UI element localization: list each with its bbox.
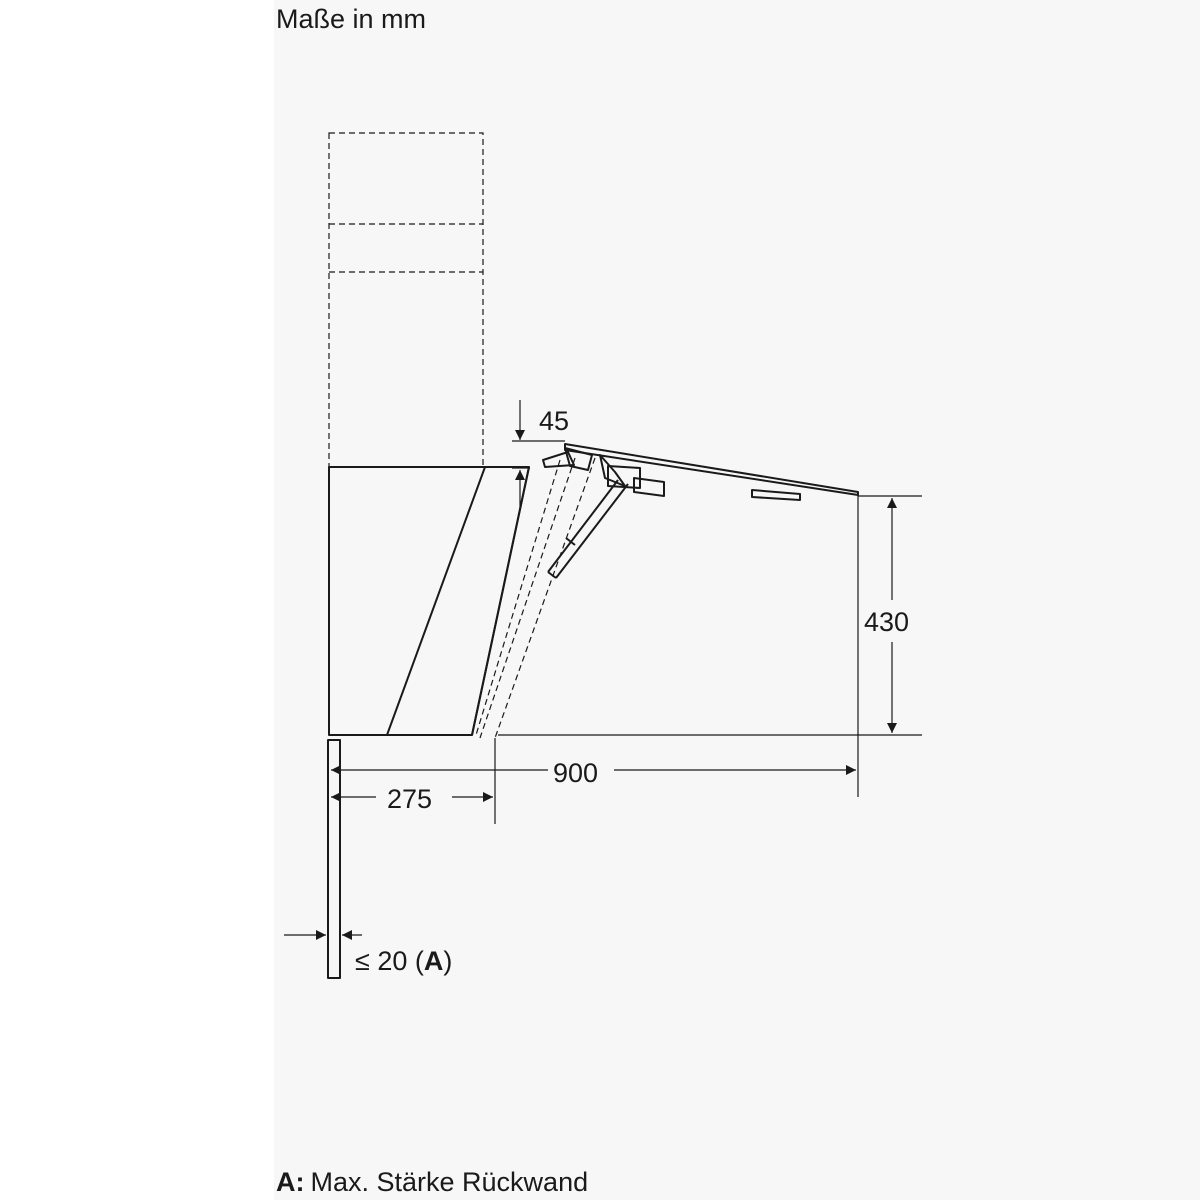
dimension-top-gap-label: 45 bbox=[539, 406, 570, 436]
dimension-height-label: 430 bbox=[864, 607, 910, 637]
hinge-mechanism bbox=[543, 448, 628, 578]
front-panel-dashed bbox=[476, 458, 595, 738]
dimension-depth-label: 900 bbox=[553, 758, 599, 788]
legend-footnote bbox=[276, 1167, 588, 1197]
hood-body bbox=[329, 467, 529, 735]
legend-text: Max. Stärke Rückwand bbox=[310, 1167, 589, 1197]
dimension-wall-offset-label: 275 bbox=[387, 784, 433, 814]
legend-key: A: bbox=[276, 1167, 305, 1197]
back-wall bbox=[328, 740, 340, 978]
page-title: Maße in mm bbox=[276, 4, 427, 34]
dimension-wall-offset bbox=[331, 738, 495, 824]
dimension-backwall bbox=[284, 935, 452, 976]
dimension-backwall-label: ≤ 20 (A) bbox=[355, 946, 453, 976]
dimension-height bbox=[498, 496, 922, 797]
chimney-dashed bbox=[329, 133, 483, 467]
